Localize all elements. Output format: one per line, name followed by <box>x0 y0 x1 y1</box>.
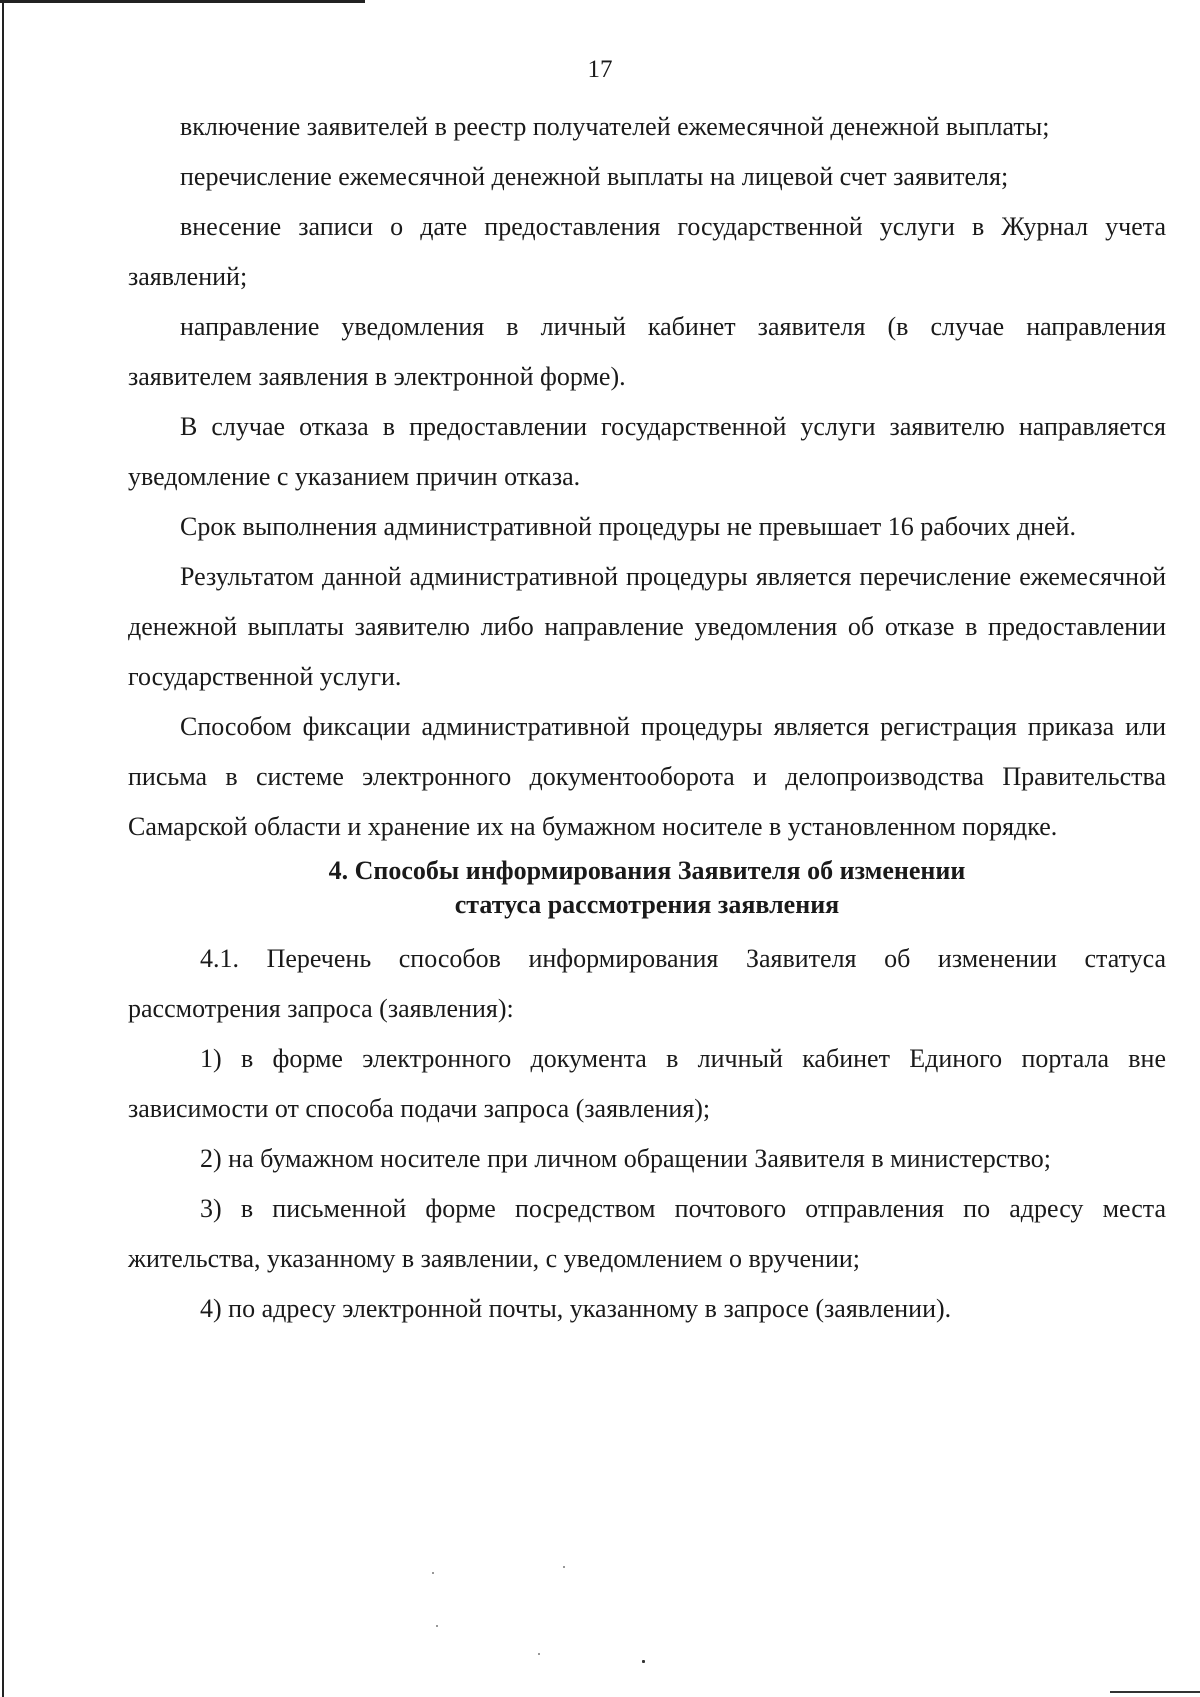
paragraph: Результатом данной административной процедуры является перечисление ежемесячной денежной выплаты заявителю либо направление уведомления об отказе в предоставлении государственной услуги. <box>128 562 1166 691</box>
list-item: 1) в форме электронного документа в личный кабинет Единого портала вне зависимости от способа подачи запроса (заявления); <box>128 1044 1166 1123</box>
scan-speck <box>563 1566 565 1568</box>
scan-edge-bottom <box>1110 1691 1200 1693</box>
scan-speck <box>642 1660 645 1663</box>
paragraph: Способом фиксации административной процедуры является регистрация приказа или письма в системе электронного документооборота и делопроизводства Правительства Самарской области и хранение их на бумажном носителе в установленном порядке. <box>128 712 1166 841</box>
list-item: 3) в письменной форме посредством почтового отправления по адресу места жительства, указанному в заявлении, с уведомлением о вручении; <box>128 1194 1166 1273</box>
section-heading-line-1: 4. Способы информирования Заявителя об изменении <box>328 856 966 885</box>
list-item: 4) по адресу электронной почты, указанному в запросе (заявлении). <box>200 1294 952 1323</box>
paragraph: 4.1. Перечень способов информирования Заявителя об изменении статуса рассмотрения запроса (заявления): <box>128 944 1166 1023</box>
section-heading <box>128 854 1166 922</box>
scan-speck <box>538 1653 540 1655</box>
paragraph: внесение записи о дате предоставления государственной услуги в Журнал учета заявлений; <box>128 212 1166 291</box>
scan-edge-left <box>2 0 4 1697</box>
paragraph: направление уведомления в личный кабинет заявителя (в случае направления заявителем заявления в электронной форме). <box>128 312 1166 391</box>
paragraph: В случае отказа в предоставлении государственной услуги заявителю направляется уведомление с указанием причин отказа. <box>128 412 1166 491</box>
scan-speck <box>436 1625 438 1627</box>
list-item: 2) на бумажном носителе при личном обращении Заявителя в министерство; <box>200 1144 1052 1173</box>
document-body <box>128 102 1166 1334</box>
paragraph: Срок выполнения административной процедуры не превышает 16 рабочих дней. <box>180 512 1076 541</box>
section-heading-line-2: статуса рассмотрения заявления <box>454 890 840 919</box>
scan-speck <box>432 1572 434 1574</box>
scan-edge-top <box>0 0 365 3</box>
paragraph: включение заявителей в реестр получателей ежемесячной денежной выплаты; <box>180 112 1050 141</box>
page-number: 17 <box>587 56 613 83</box>
paragraph: перечисление ежемесячной денежной выплаты на лицевой счет заявителя; <box>180 162 1009 191</box>
